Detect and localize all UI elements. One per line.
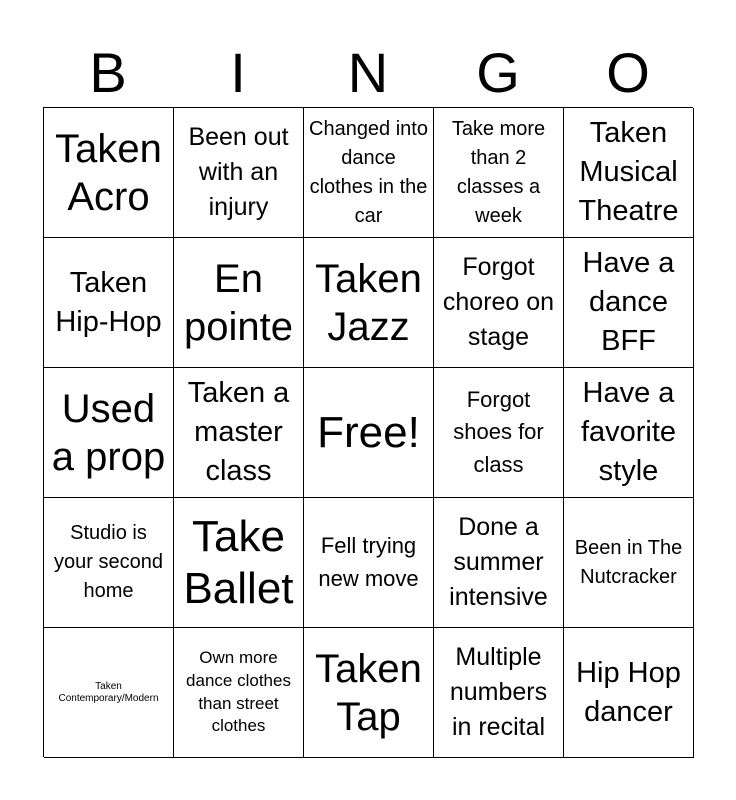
cell-text: Been out with an injury <box>188 123 289 221</box>
bingo-cell[interactable] <box>434 108 564 238</box>
cell-text: Forgot choreo on stage <box>442 253 555 351</box>
cell-text: Studio is your second home <box>54 522 163 602</box>
bingo-board <box>43 107 693 757</box>
bingo-cell[interactable] <box>304 628 434 758</box>
bingo-cell[interactable] <box>434 628 564 758</box>
bingo-cell[interactable] <box>44 368 174 498</box>
header-letter-n: N <box>347 41 389 104</box>
bingo-cell[interactable] <box>564 498 694 628</box>
cell-text: Been in The Nutcracker <box>574 536 683 588</box>
cell-text: Have a favorite style <box>580 377 677 487</box>
cell-text: Used a prop <box>51 386 166 479</box>
bingo-cell[interactable] <box>174 628 304 758</box>
cell-text: Own more dance clothes than street clothes <box>186 648 291 736</box>
cell-text: Done a summer intensive <box>449 513 548 611</box>
bingo-cell[interactable] <box>44 628 174 758</box>
cell-text: Changed into dance clothes in the car <box>309 117 428 227</box>
bingo-cell[interactable] <box>564 628 694 758</box>
bingo-cell[interactable] <box>434 238 564 368</box>
bingo-cell[interactable] <box>304 238 434 368</box>
bingo-cell[interactable] <box>174 108 304 238</box>
bingo-cell[interactable] <box>174 238 304 368</box>
cell-text: Forgot shoes for class <box>453 386 544 477</box>
cell-text: Taken a master class <box>187 377 290 487</box>
header-letter-i: I <box>230 41 246 104</box>
cell-text: Multiple numbers in recital <box>449 643 548 741</box>
cell-text: Have a dance BFF <box>582 247 675 357</box>
cell-text: Take more than 2 classes a week <box>451 117 546 227</box>
cell-text: Taken Musical Theatre <box>578 117 679 227</box>
cell-text: Taken Hip-Hop <box>55 266 162 338</box>
bingo-cell[interactable] <box>174 368 304 498</box>
cell-text: Taken Contemporary/Modern <box>58 680 159 704</box>
bingo-cell[interactable] <box>564 238 694 368</box>
bingo-cell[interactable] <box>44 108 174 238</box>
cell-text: Taken Tap <box>315 646 422 739</box>
cell-text: Taken Acro <box>55 126 162 219</box>
cell-text: Fell trying new move <box>318 532 419 591</box>
bingo-cell[interactable] <box>564 368 694 498</box>
bingo-cell[interactable] <box>434 498 564 628</box>
bingo-cell[interactable] <box>44 498 174 628</box>
bingo-header <box>43 40 693 106</box>
bingo-cell[interactable] <box>304 498 434 628</box>
free-space-cell[interactable] <box>304 368 434 498</box>
header-letter-g: G <box>476 41 520 104</box>
bingo-cell[interactable] <box>564 108 694 238</box>
header-letter-o: O <box>606 41 650 104</box>
bingo-cell[interactable] <box>434 368 564 498</box>
bingo-cell[interactable] <box>304 108 434 238</box>
bingo-cell[interactable] <box>174 498 304 628</box>
cell-text: Hip Hop dancer <box>576 656 681 728</box>
cell-text: En pointe <box>184 256 293 349</box>
cell-text: Taken Jazz <box>315 256 422 349</box>
header-letter-b: B <box>89 41 127 104</box>
free-space-text: Free! <box>317 407 420 457</box>
bingo-cell[interactable] <box>44 238 174 368</box>
cell-text: Take Ballet <box>183 512 294 613</box>
